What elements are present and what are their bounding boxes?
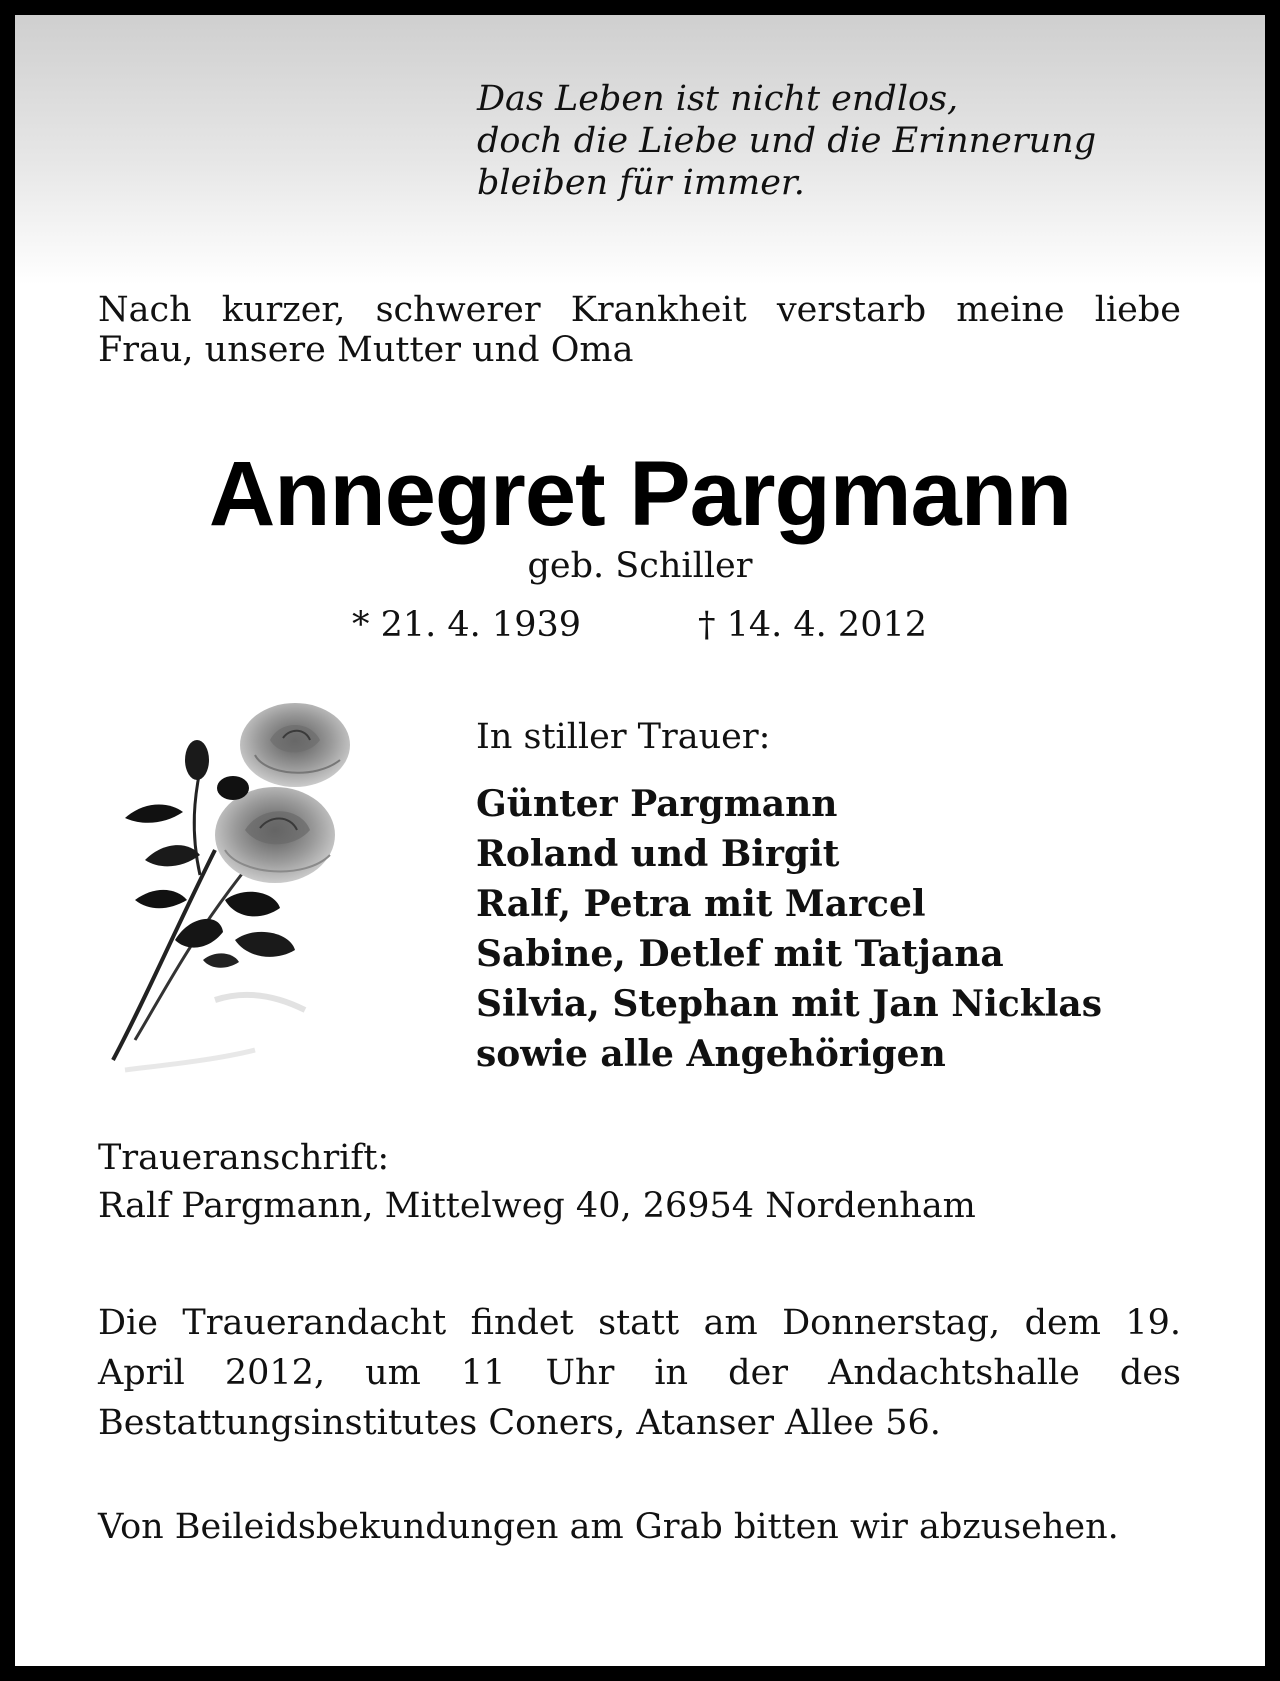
list-item: Ralf, Petra mit Marcel bbox=[476, 883, 926, 925]
list-item: Silvia, Stephan mit Jan Nicklas bbox=[476, 983, 1102, 1025]
rose-illustration bbox=[105, 700, 375, 1080]
intro-line: Nach kurzer, schwerer Krankheit verstarb meine liebe bbox=[98, 290, 1181, 330]
list-item: Roland und Birgit bbox=[476, 833, 840, 875]
motto-line: bleiben für immer. bbox=[477, 163, 805, 203]
mourning-heading: In stiller Trauer: bbox=[476, 717, 771, 757]
maiden-name: geb. Schiller bbox=[527, 546, 753, 586]
life-dates bbox=[0, 604, 1280, 646]
address-value: Ralf Pargmann, Mittelweg 40, 26954 Nordenham bbox=[98, 1186, 976, 1226]
intro-text bbox=[98, 290, 1181, 370]
list-item: Günter Pargmann bbox=[476, 783, 838, 825]
motto-line: doch die Liebe und die Erinnerung bbox=[477, 121, 1097, 161]
service-notice: Die Trauerandacht findet statt am Donnerstag, dem 19. April 2012, um 11 Uhr in der Andachtshalle des Bestattungsinstitutes Coners, Atanser Allee 56. bbox=[98, 1303, 1181, 1443]
deceased-name: Annegret Pargmann bbox=[208, 443, 1072, 545]
birth-date: * 21. 4. 1939 bbox=[352, 605, 582, 645]
mourner-list bbox=[476, 779, 1102, 1079]
intro-line: Frau, unsere Mutter und Oma bbox=[98, 330, 634, 370]
address-label: Traueranschrift: bbox=[98, 1138, 390, 1178]
list-item: Sabine, Detlef mit Tatjana bbox=[476, 933, 1004, 975]
motto-line: Das Leben ist nicht endlos, bbox=[477, 79, 959, 119]
condolence-note: Von Beileidsbekundungen am Grab bitten wir abzusehen. bbox=[98, 1507, 1119, 1547]
list-item: sowie alle Angehörigen bbox=[476, 1033, 946, 1075]
death-date: † 14. 4. 2012 bbox=[698, 605, 928, 645]
mourning-address bbox=[98, 1134, 976, 1230]
motto-quote bbox=[477, 78, 1096, 204]
